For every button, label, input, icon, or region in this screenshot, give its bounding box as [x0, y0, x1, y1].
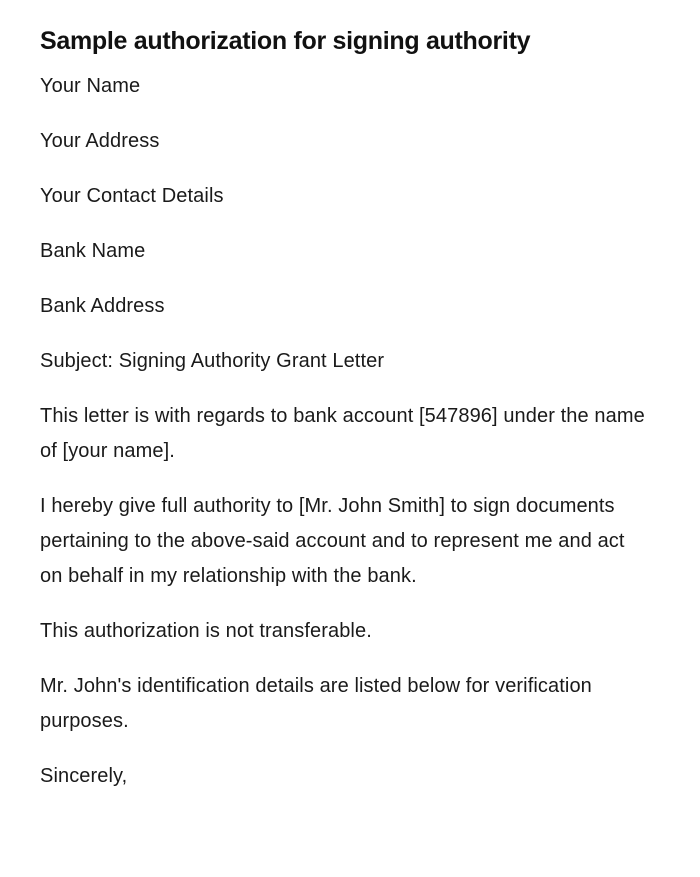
bank-address: Bank Address: [40, 295, 165, 317]
document-title: Sample authorization for signing authority: [40, 27, 531, 55]
sender-name: Your Name: [40, 75, 141, 97]
paragraph-non-transferable: This authorization is not transferable.: [40, 620, 372, 642]
letter-document: [40, 24, 650, 794]
closing-salutation: Sincerely,: [40, 765, 128, 787]
sender-address: Your Address: [40, 130, 160, 152]
letter-subject: Subject: Signing Authority Grant Letter: [40, 350, 385, 372]
sender-contact-details: Your Contact Details: [40, 185, 224, 207]
paragraph-identification: Mr. John's identification details are listed below for verification purposes.: [40, 675, 592, 732]
paragraph-authority-grant: I hereby give full authority to [Mr. John Smith] to sign documents pertaining to the above-said account and to represent me and act on behalf in my relationship with the bank.: [40, 495, 625, 587]
bank-name: Bank Name: [40, 240, 146, 262]
paragraph-account-reference: This letter is with regards to bank account [547896] under the name of [your name].: [40, 405, 645, 462]
